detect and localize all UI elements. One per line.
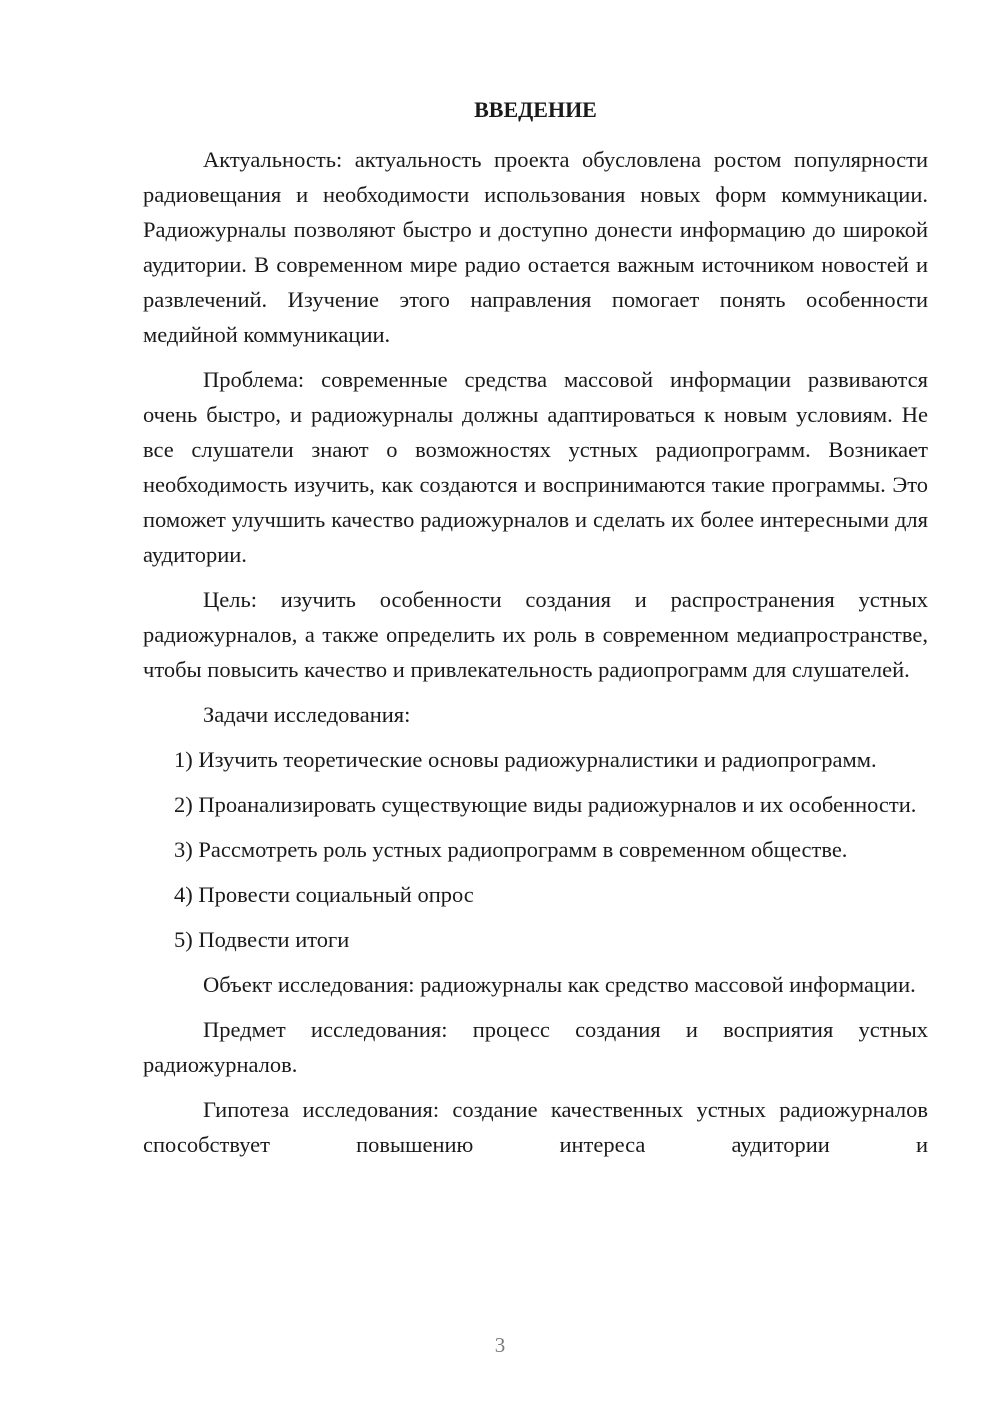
section-heading: ВВЕДЕНИЕ [474, 97, 597, 122]
subject-paragraph: Предмет исследования: процесс создания и восприятия устных радиожурналов. [143, 1017, 928, 1077]
task-item: 2) Проанализировать существующие виды радиожурналов и их особенности. [174, 792, 917, 817]
document-page [143, 92, 928, 1172]
problem-paragraph: Проблема: современные средства массовой информации развиваются очень быстро, и радиожурналы должны адаптироваться к новым условиям. Не все слушатели знают о возможностях устных радиопрограмм. Возникает необходимость изучить, как создаются и воспринимаются такие программы. Это поможет улучшить качество радиожурналов и сделать их более интересными для аудитории. [143, 367, 928, 567]
relevance-paragraph: Актуальность: актуальность проекта обусловлена ростом популярности радиовещания и необходимости использования новых форм коммуникации. Радиожурналы позволяют быстро и доступно донести информацию до широкой аудитории. В современном мире радио остается важным источником новостей и развлечений. Изучение этого направления помогает понять особенности медийной коммуникации. [143, 147, 928, 347]
task-item: 5) Подвести итоги [174, 927, 350, 952]
tasks-title: Задачи исследования: [203, 702, 411, 727]
task-item: 4) Провести социальный опрос [174, 882, 474, 907]
task-item: 1) Изучить теоретические основы радиожурналистики и радиопрограмм. [174, 747, 877, 772]
object-paragraph: Объект исследования: радиожурналы как средство массовой информации. [203, 972, 916, 997]
task-item: 3) Рассмотреть роль устных радиопрограмм в современном обществе. [174, 837, 848, 862]
goal-paragraph: Цель: изучить особенности создания и распространения устных радиожурналов, а также определить их роль в современном медиапространстве, чтобы повысить качество и привлекательность радиопрограмм для слушателей. [143, 587, 928, 682]
page-number: 3 [494, 1333, 506, 1357]
hypothesis-paragraph: Гипотеза исследования: создание качественных устных радиожурналов способствует повышению интереса аудитории и [143, 1097, 928, 1157]
